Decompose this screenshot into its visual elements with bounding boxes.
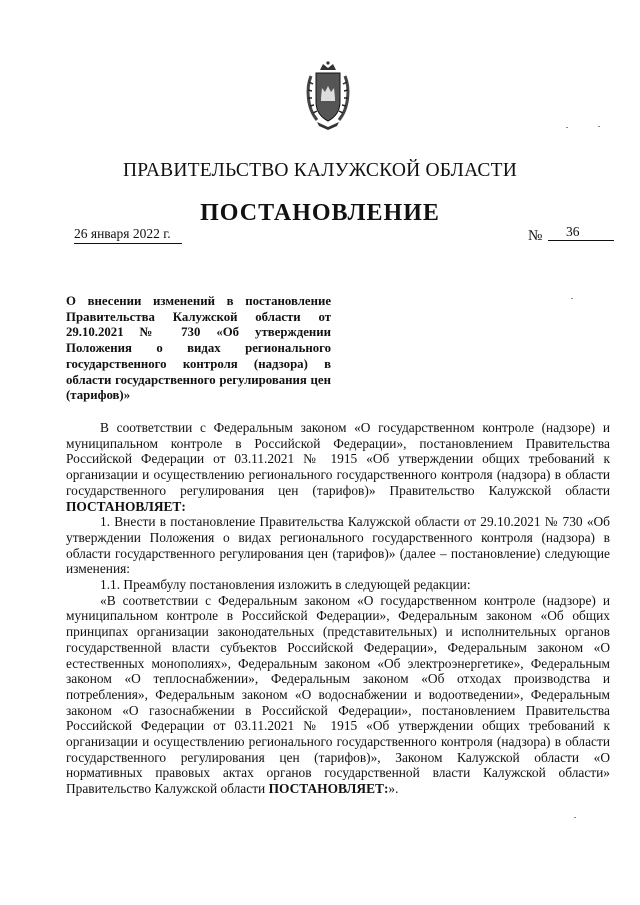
new-preamble-paragraph <box>66 593 610 797</box>
scan-speck <box>574 817 576 818</box>
preamble-paragraph <box>66 420 610 514</box>
new-preamble-text: «В соответствии с Федеральным законом «О государственном контроле (надзоре) и муниципальном контроле в Российской Федерации», Федеральным законом «Об общих принципах организации законодательных (представительных) и исполнительных органов государственной власти субъектов Российской Федерации», Федеральным законом «О естественных монополиях», Федеральным законом «Об электроэнергетике», Федеральным законом «О теплоснабжении», Федеральным законом «Об отходах производства и потребления», Федеральным законом «О водоснабжении и водоотведении», Федеральным законом «О газоснабжении в Российской Федерации», постановлением Правительства Российской Федерации от 03.11.2021 № 1915 «Об утверждении общих требований к организации и осуществлению регионального государственного контроля (надзора) в области государственного регулирования цен (тарифов)», Законом Калужской области «О нормативных правовых актах органов государственной власти Калужской области» Правительство Калужской области <box>66 592 610 797</box>
scan-speck <box>571 298 573 299</box>
document-number: 36 <box>548 224 614 241</box>
scan-speck <box>598 126 600 127</box>
document-date: 26 января 2022 г. <box>74 226 182 244</box>
scan-speck <box>566 127 568 128</box>
clause-1-paragraph: 1. Внести в постановление Правительства Калужской области от 29.10.2021 № 730 «Об утверждении Положения о видах регионального государственного контроля (надзора) в области государственного регулирования цен (тарифов)» (далее – постановление) следующие изменения: <box>66 514 610 577</box>
decree-keyword: ПОСТАНОВЛЯЕТ: <box>66 498 186 514</box>
new-preamble-end: ». <box>388 781 399 797</box>
coat-of-arms-icon <box>303 60 353 132</box>
preamble-text: В соответствии с Федеральным законом «О государственном контроле (надзоре) и муниципальном контроле в Российской Федерации», постановлением Правительства Российской Федерации от 03.11.2021 № 1915 «Об утверждении общих требований к организации и осуществлению регионального государственного контроля (надзора) в области государственного регулирования цен (тарифов)» Правительство Калужской области <box>66 420 610 498</box>
document-type-title: ПОСТАНОВЛЕНИЕ <box>200 200 440 226</box>
number-label: № <box>528 228 543 244</box>
document-body <box>66 420 610 797</box>
document-subject: О внесении изменений в постановление Правительства Калужской области от 29.10.2021 № 730 «Об утверждении Положения о видах регионального государственного контроля (надзора) в области государственного регулирования цен (тарифов)» <box>66 294 331 403</box>
clause-1-1-paragraph: 1.1. Преамбулу постановления изложить в следующей редакции: <box>100 577 471 593</box>
new-decree-keyword: ПОСТАНОВЛЯЕТ: <box>268 781 389 797</box>
government-title: ПРАВИТЕЛЬСТВО КАЛУЖСКОЙ ОБЛАСТИ <box>123 160 517 181</box>
